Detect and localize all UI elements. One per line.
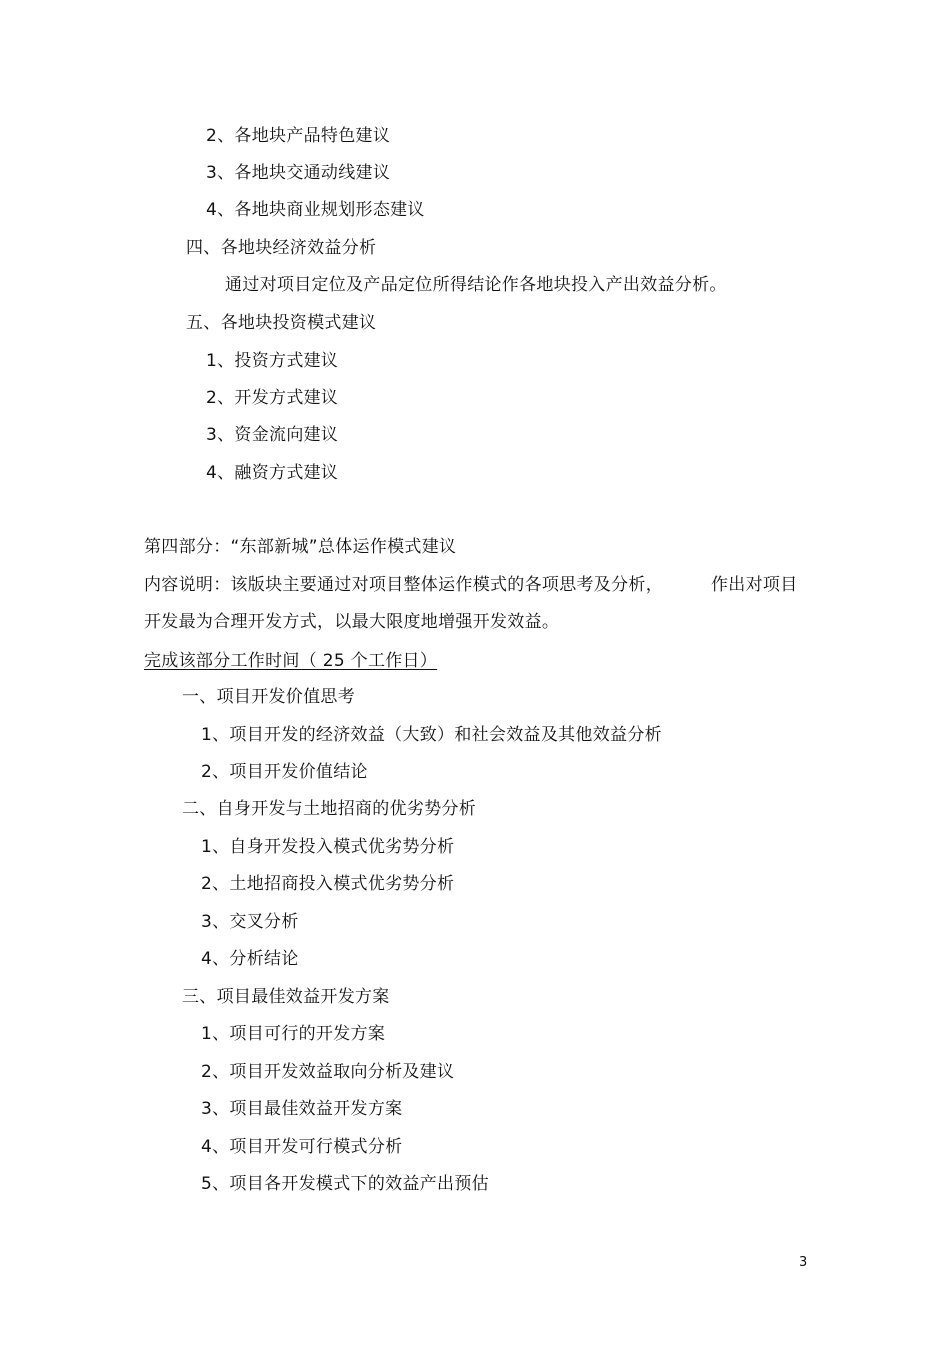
list-item: 1、项目可行的开发方案 [201,1024,386,1044]
list-item: 5、项目各开发模式下的效益产出预估 [201,1174,489,1194]
section-heading: 三、项目最佳效益开发方案 [182,987,390,1007]
part-title: 第四部分：“东部新城”总体运作模式建议 [144,537,457,557]
section-heading: 五、各地块投资模式建议 [186,313,377,333]
list-item: 1、投资方式建议 [206,351,339,371]
list-item: 3、各地块交通动线建议 [206,163,391,183]
description-line: 内容说明：该版块主要通过对项目整体运作模式的各项思考及分析， [144,575,663,595]
list-item: 4、项目开发可行模式分析 [201,1137,403,1157]
list-item: 4、融资方式建议 [206,463,339,483]
list-item: 2、开发方式建议 [206,388,339,408]
page-number: 3 [799,1255,808,1270]
paragraph: 通过对项目定位及产品定位所得结论作各地块投入产出效益分析。 [225,275,727,295]
work-duration: 完成该部分工作时间（ 25 个工作日） [144,651,438,671]
description-line-tail: 作出对项目 [711,575,798,595]
list-item: 3、项目最佳效益开发方案 [201,1099,403,1119]
section-heading: 一、项目开发价值思考 [182,687,355,707]
list-item: 3、资金流向建议 [206,425,339,445]
section-heading: 二、自身开发与土地招商的优劣势分析 [182,799,477,819]
list-item: 2、各地块产品特色建议 [206,126,391,146]
list-item: 4、各地块商业规划形态建议 [206,200,425,220]
list-item: 2、项目开发价值结论 [201,762,368,782]
list-item: 3、交叉分析 [201,912,299,932]
list-item: 2、项目开发效益取向分析及建议 [201,1062,455,1082]
description-line: 开发最为合理开发方式，以最大限度地增强开发效益。 [144,612,560,632]
list-item: 1、自身开发投入模式优劣势分析 [201,837,455,857]
list-item: 1、项目开发的经济效益（大致）和社会效益及其他效益分析 [201,725,662,745]
list-item: 4、分析结论 [201,949,299,969]
list-item: 2、土地招商投入模式优劣势分析 [201,874,455,894]
section-heading: 四、各地块经济效益分析 [186,238,377,258]
